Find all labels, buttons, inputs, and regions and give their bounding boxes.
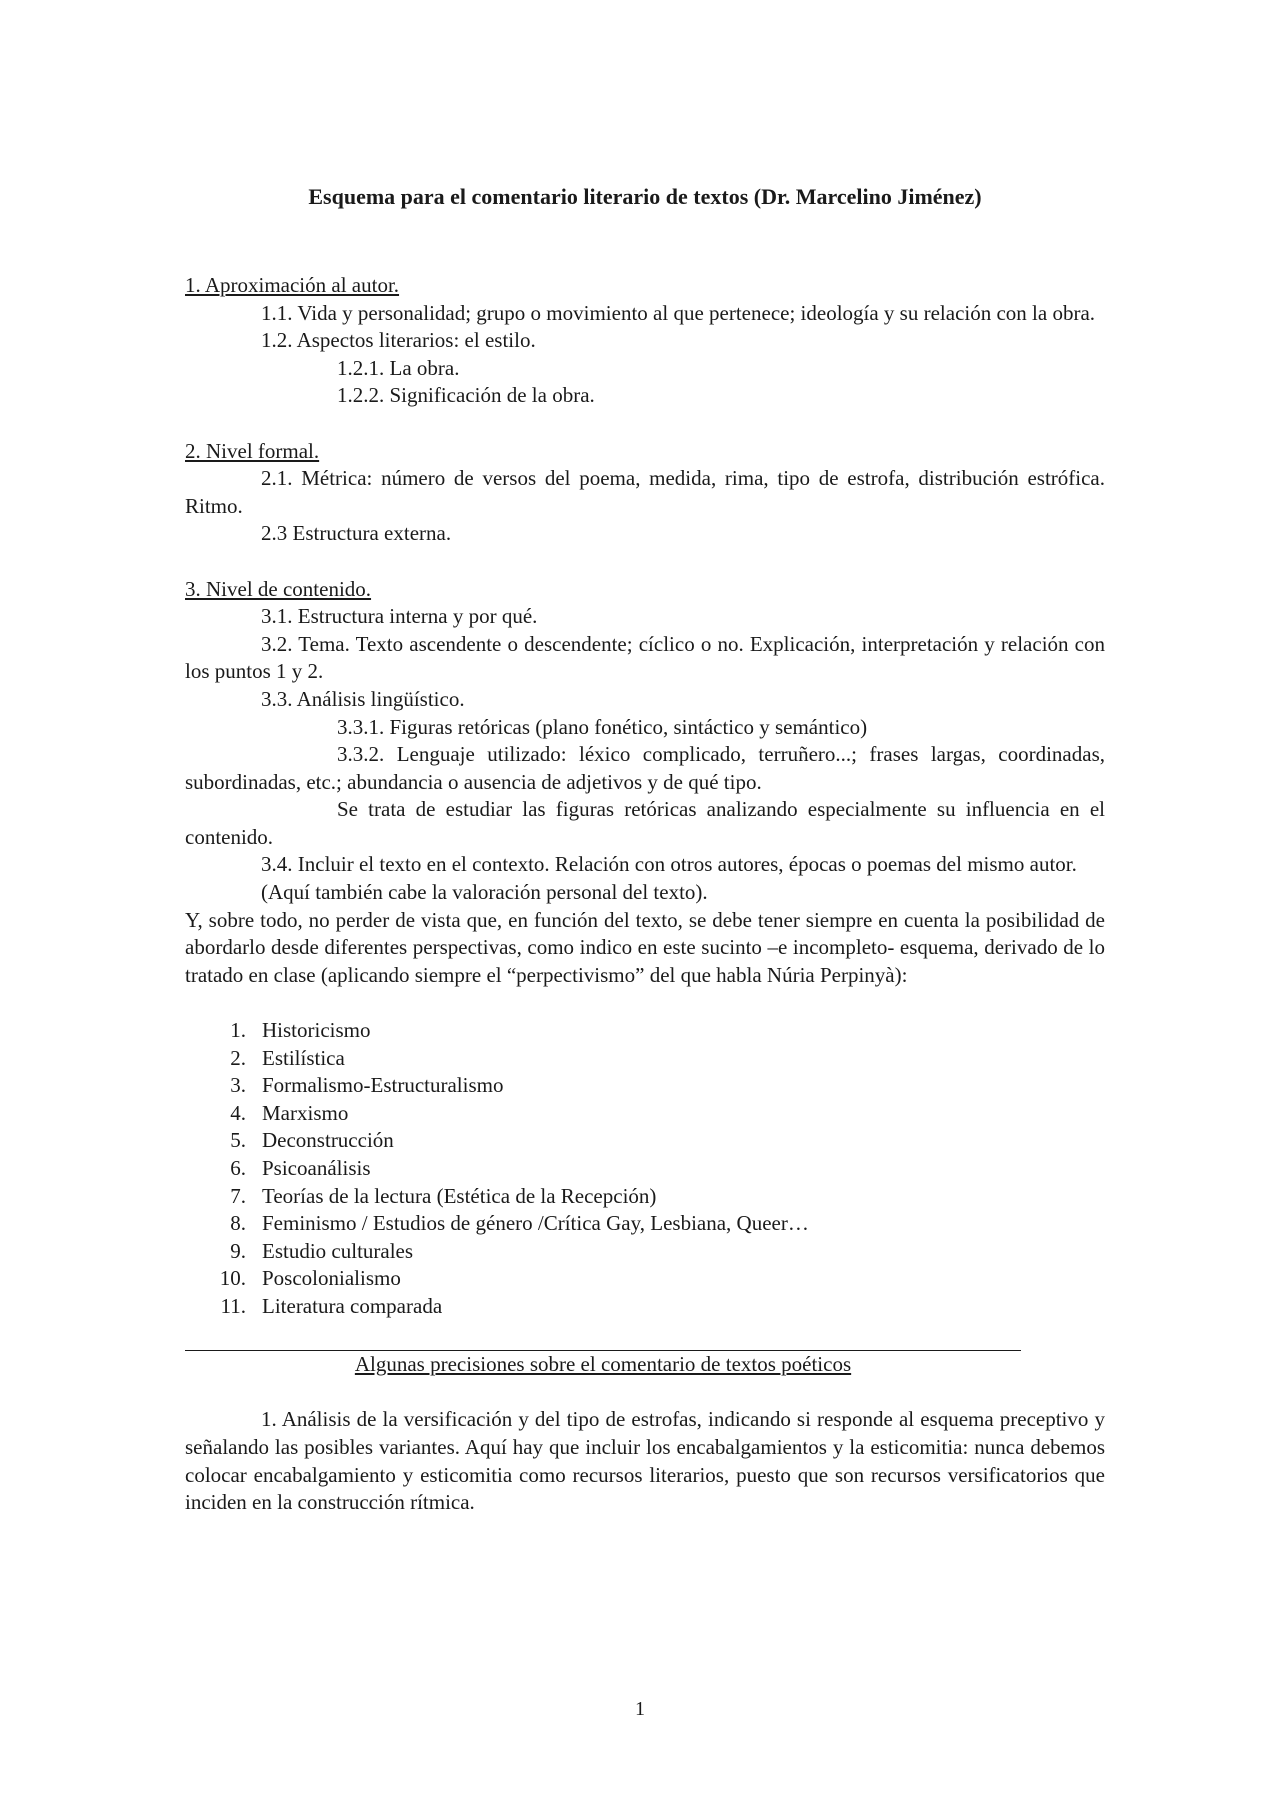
section-1-heading: 1. Aproximación al autor.	[185, 273, 400, 297]
list-item-number: 7.	[230, 1183, 246, 1208]
spacer	[185, 1321, 1105, 1349]
page-number: 1	[635, 1698, 645, 1720]
list-item-label: Teorías de la lectura (Estética de la Recepción)	[262, 1183, 657, 1208]
list-item-number: 4.	[230, 1100, 246, 1125]
document-body	[185, 183, 1105, 1517]
section-3-1-text: 3.1. Estructura interna y por qué.	[261, 604, 538, 629]
section-1-2-text: 1.2. Aspectos literarios: el estilo.	[261, 328, 536, 353]
list-item-label: Estudio culturales	[262, 1238, 414, 1263]
list-item-number: 11.	[220, 1293, 246, 1318]
section-2-3-text: 2.3 Estructura externa.	[261, 521, 452, 546]
closing-paragraph: Y, sobre todo, no perder de vista que, en función del texto, se debe tener siempre en cuenta la posibilidad de abordarlo desde diferentes perspectivas, como indico en este sucinto –e incompleto- esquema, derivado de lo tratado en clase (aplicando siempre el “perpectivismo” del que habla Núria Perpinyà):	[185, 907, 1105, 987]
list-item-number: 8.	[230, 1211, 246, 1236]
spacer	[185, 1379, 1105, 1407]
section-1-2-2-text: 1.2.2. Significación de la obra.	[337, 383, 595, 408]
list-item-number: 6.	[230, 1156, 246, 1180]
list-item-number: 2.	[230, 1045, 246, 1070]
list-item-label: Psicoanálisis	[262, 1156, 371, 1180]
list-item-number: 1.	[230, 1018, 246, 1043]
theory-list	[185, 1017, 1105, 1321]
list-item-label: Literatura comparada	[262, 1293, 443, 1318]
list-item	[185, 1293, 1105, 1321]
section-3-3-1-text: 3.3.1. Figuras retóricas (plano fonético, sintáctico y semántico)	[337, 714, 868, 739]
section-3-3-2-text: 3.3.2. Lenguaje utilizado: léxico complicado, terruñero...; frases largas, coordinadas, subordinadas, etc.; abundancia o ausencia de adjetivos y de qué tipo.	[185, 742, 1105, 794]
spacer	[185, 548, 1105, 576]
list-item-number: 10.	[219, 1266, 246, 1291]
section-3-3-note: Se trata de estudiar las figuras retóricas analizando especialmente su influencia en el contenido.	[185, 797, 1105, 849]
list-item-label: Poscolonialismo	[262, 1266, 401, 1291]
list-item	[185, 1072, 1105, 1100]
list-item-label: Feminismo / Estudios de género /Crítica Gay, Lesbiana, Queer…	[262, 1211, 809, 1236]
spacer	[185, 410, 1105, 438]
section-2-heading: 2. Nivel formal.	[185, 438, 320, 463]
section-3-4-note: (Aquí también cabe la valoración personal del texto).	[261, 880, 708, 905]
list-item	[185, 1183, 1105, 1211]
list-item-label: Historicismo	[262, 1018, 371, 1043]
list-item-label: Marxismo	[262, 1100, 349, 1125]
section-3-heading: 3. Nivel de contenido.	[185, 576, 372, 601]
list-item-number: 3.	[230, 1073, 246, 1098]
section-3-4-text: 3.4. Incluir el texto en el contexto. Relación con otros autores, épocas o poemas del mismo autor.	[261, 852, 1077, 877]
list-item-number: 9.	[230, 1238, 246, 1263]
poetic-section-paragraph: 1. Análisis de la versificación y del tipo de estrofas, indicando si responde al esquema preceptivo y señalando las posibles variantes. Aquí hay que incluir los encabalgamientos y la esticomitia: nunca debemos colocar encabalgamiento y esticomitia como recursos literarios, puesto que son recursos versificatorios que inciden en la construcción rítmica.	[185, 1407, 1105, 1515]
document-title: Esquema para el comentario literario de textos (Dr. Marcelino Jiménez)	[308, 184, 982, 209]
section-3-3-text: 3.3. Análisis lingüístico.	[261, 686, 465, 711]
list-item	[185, 1238, 1105, 1266]
spacer	[185, 989, 1105, 1017]
section-3-2-text: 3.2. Tema. Texto ascendente o descendente; cíclico o no. Explicación, interpretación y relación con los puntos 1 y 2.	[185, 631, 1105, 684]
poetic-section-subtitle: Algunas precisiones sobre el comentario de textos poéticos	[354, 1352, 852, 1377]
list-item-label: Estilística	[262, 1045, 345, 1070]
list-item	[185, 1265, 1105, 1293]
list-item	[185, 1100, 1105, 1128]
list-item-label: Deconstrucción	[262, 1128, 394, 1153]
list-item	[185, 1045, 1105, 1073]
section-1-1-text: 1.1. Vida y personalidad; grupo o movimiento al que pertenece; ideología y su relación con la obra.	[261, 300, 1096, 325]
list-item	[185, 1210, 1105, 1238]
list-item	[185, 1127, 1105, 1155]
list-item-number: 5.	[230, 1128, 246, 1153]
list-item	[185, 1155, 1105, 1183]
section-1-2-1-text: 1.2.1. La obra.	[337, 355, 460, 380]
list-item	[185, 1017, 1105, 1045]
list-item-label: Formalismo-Estructuralismo	[262, 1073, 504, 1098]
section-2-1-text: 2.1. Métrica: número de versos del poema, medida, rima, tipo de estrofa, distribución estrófica. Ritmo.	[185, 466, 1105, 518]
